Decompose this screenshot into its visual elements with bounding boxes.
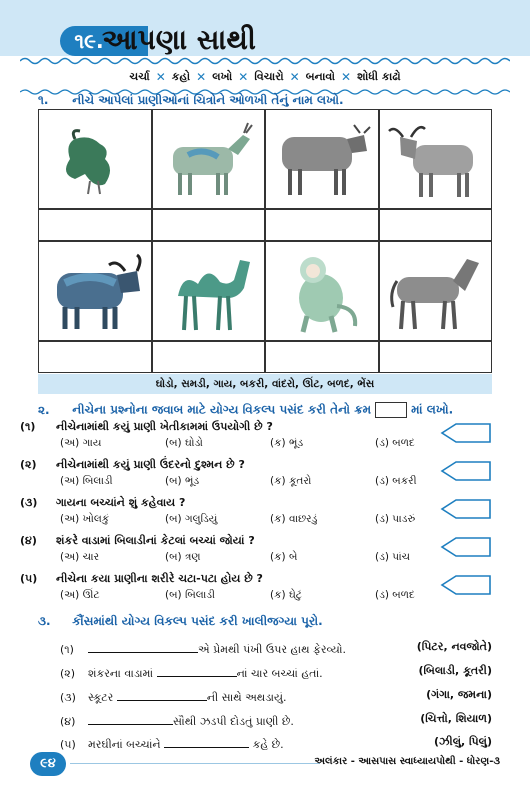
fill-hint: (ઝીલું, પિલું)	[434, 735, 492, 748]
mcq-text: નીચેનામાંથી કયું પ્રાણી ખેતીકામમાં ઉપયોગી છે ?	[56, 420, 273, 433]
q3-heading	[38, 614, 323, 629]
mcq-number: (૩)	[20, 496, 38, 509]
answer-row2	[38, 341, 492, 373]
option-b[interactable]: (બ) ઘોડો	[165, 437, 203, 449]
fill-text-after: સૌથી ઝડપી દોડતું પ્રાણી છે.	[173, 715, 294, 728]
answer-box[interactable]	[38, 341, 152, 373]
blank-field[interactable]	[117, 688, 207, 701]
q1-heading	[38, 93, 344, 108]
option-b[interactable]: (બ) બિલાડી	[165, 589, 216, 601]
chapter-title: આપણા સાથી	[102, 23, 256, 56]
answer-box[interactable]	[152, 341, 266, 373]
page-number: ૯૪	[30, 752, 66, 776]
option-d[interactable]: (ડ) બળદ	[375, 437, 415, 449]
monkey-image	[265, 241, 379, 341]
fill-text-before: સ્કૂટર	[88, 691, 114, 704]
separator-icon: ✕	[238, 70, 249, 84]
vulture-image	[38, 109, 152, 209]
activity-think: વિચારો	[254, 70, 284, 83]
mcq-number: (૫)	[20, 572, 38, 585]
ox-image	[379, 109, 493, 209]
answer-box[interactable]	[379, 209, 493, 241]
activity-bar	[20, 66, 510, 88]
answer-box[interactable]	[38, 209, 152, 241]
mcq-number: (૨)	[20, 458, 37, 471]
answer-box[interactable]	[152, 209, 266, 241]
wave-divider-top	[20, 56, 510, 66]
mcq-text: નીચેનામાંથી કયું પ્રાણી ઉંદરનો દુશ્મન છે ?	[56, 458, 245, 471]
option-d[interactable]: (ડ) પાડરું	[375, 513, 416, 525]
option-c[interactable]: (ક) બે	[270, 551, 298, 563]
fill-text-after: એ પ્રેમથી પંખી ઉપર હાથ ફેરવ્યો.	[198, 643, 347, 656]
footer-divider	[70, 763, 320, 764]
mcq-text: શંકરે વાડામાં બિલાડીનાં કેટલાં બચ્ચાં જોયાં ?	[56, 534, 255, 547]
q2-instruction-b: માં લખો.	[411, 402, 454, 417]
answer-arrow-box[interactable]	[440, 422, 492, 444]
option-c[interactable]: (ક) ભૂંડ	[270, 437, 304, 449]
fill-blank-row	[60, 735, 492, 752]
book-title: અલંકાર - આસપાસ સ્વાધ્યાયપોથી - ધોરણ-૩	[314, 756, 500, 767]
buffalo-image	[38, 241, 152, 341]
fill-text-after: ની સાથે અથડાયું.	[206, 691, 287, 704]
camel-image	[152, 241, 266, 341]
image-grid-row1	[38, 109, 492, 209]
activity-discuss: ચર્ચા	[129, 70, 150, 83]
fill-blank-row	[60, 688, 492, 705]
mcq-question	[20, 534, 500, 564]
fill-number: (૫)	[60, 738, 76, 751]
activity-make: બનાવો	[305, 70, 336, 83]
option-a[interactable]: (અ) ગાય	[60, 437, 102, 449]
blank-field[interactable]	[164, 735, 249, 748]
option-d[interactable]: (ડ) બળદ	[375, 589, 415, 601]
q2-heading	[38, 402, 453, 418]
separator-icon: ✕	[341, 70, 352, 84]
q3-number: ૩.	[38, 614, 51, 628]
option-c[interactable]: (ક) વાછરડું	[270, 513, 318, 525]
answer-arrow-box[interactable]	[440, 498, 492, 520]
separator-icon: ✕	[196, 70, 207, 84]
fill-text-before: શંકરના વાડામાં	[88, 667, 154, 680]
blank-field[interactable]	[88, 712, 173, 725]
option-d[interactable]: (ડ) બકરી	[375, 475, 417, 487]
q1-number: ૧.	[38, 93, 49, 107]
option-a[interactable]: (અ) બિલાડી	[60, 475, 113, 487]
answer-box[interactable]	[265, 341, 379, 373]
option-b[interactable]: (બ) ભૂંડ	[165, 475, 200, 487]
fill-number: (૪)	[60, 715, 76, 728]
separator-icon: ✕	[289, 70, 300, 84]
fill-text-after: કહે છે.	[252, 738, 284, 751]
fill-hint: (ચિત્તો, શિયાળ)	[420, 712, 492, 725]
fill-blank-row	[60, 712, 492, 729]
mcq-question	[20, 420, 500, 450]
mcq-question	[20, 572, 500, 602]
q3-instruction: કૌંસમાંથી યોગ્ય વિકલ્પ પસંદ કરી ખાલીજગ્યા પૂરો.	[72, 614, 323, 628]
q2-instruction-a: નીચેના પ્રશ્નોના જવાબ માટે યોગ્ય વિકલ્પ પસંદ કરી તેનો ક્રમ	[72, 402, 372, 417]
option-a[interactable]: (અ) ચાર	[60, 551, 100, 563]
option-b[interactable]: (બ) ગલુડિયું	[165, 513, 218, 525]
answer-box[interactable]	[265, 209, 379, 241]
answer-arrow-box[interactable]	[440, 460, 492, 482]
answer-arrow-box[interactable]	[440, 574, 492, 596]
fill-blank-row	[60, 664, 492, 681]
q2-number: ૨.	[38, 402, 50, 417]
option-c[interactable]: (ક) કૂતરો	[270, 475, 312, 487]
option-c[interactable]: (ક) ઘેટું	[270, 589, 302, 601]
answer-code-box	[375, 402, 407, 418]
goat-image	[152, 109, 266, 209]
fill-blank-row	[60, 640, 492, 657]
mcq-question	[20, 496, 500, 526]
mcq-text: ગાયના બચ્ચાંને શું કહેવાય ?	[56, 496, 186, 509]
fill-hint: (પિટર, નવજોતે)	[416, 640, 492, 653]
mcq-number: (૧)	[20, 420, 36, 433]
activity-write: લખો	[212, 70, 233, 83]
mcq-question	[20, 458, 500, 488]
cow-image	[265, 109, 379, 209]
answer-row1	[38, 209, 492, 241]
activity-say: કહો	[171, 70, 191, 83]
activity-find: શોધી કાઢો	[357, 70, 401, 83]
separator-icon: ✕	[155, 70, 166, 84]
horse-image	[379, 241, 493, 341]
word-bank: ઘોડો, સમડી, ગાય, બકરી, વાંદરો, ઊંટ, બળદ, ભેંસ	[38, 374, 492, 394]
fill-number: (૨)	[60, 667, 76, 680]
fill-text-before: મરઘીનાં બચ્ચાંને	[88, 738, 161, 751]
fill-hint: (બિલાડી, કૂતરી)	[418, 664, 492, 677]
option-b[interactable]: (બ) ત્રણ	[165, 551, 201, 563]
option-a[interactable]: (અ) ઊંટ	[60, 589, 100, 601]
fill-text-after: નાં ચાર બચ્ચાં હતાં.	[236, 667, 323, 680]
mcq-number: (૪)	[20, 534, 37, 547]
q1-instruction: નીચે આપેલાં પ્રાણીઓનાં ચિત્રોને ઓળખી તેનું નામ લખો.	[72, 93, 344, 107]
option-a[interactable]: (અ) ખોલકું	[60, 513, 110, 525]
option-d[interactable]: (ડ) પાંચ	[375, 551, 411, 563]
fill-number: (૩)	[60, 691, 76, 704]
blank-field[interactable]	[88, 640, 198, 653]
image-grid-row2	[38, 241, 492, 341]
answer-arrow-box[interactable]	[440, 536, 492, 558]
blank-field[interactable]	[157, 664, 237, 677]
fill-number: (૧)	[60, 643, 74, 656]
fill-hint: (ગંગા, જમના)	[426, 688, 492, 701]
chapter-number: ૧૯.	[74, 29, 104, 53]
mcq-text: નીચેના કયા પ્રાણીના શરીરે ચટા-પટા હોય છે ?	[56, 572, 263, 585]
answer-box[interactable]	[379, 341, 493, 373]
